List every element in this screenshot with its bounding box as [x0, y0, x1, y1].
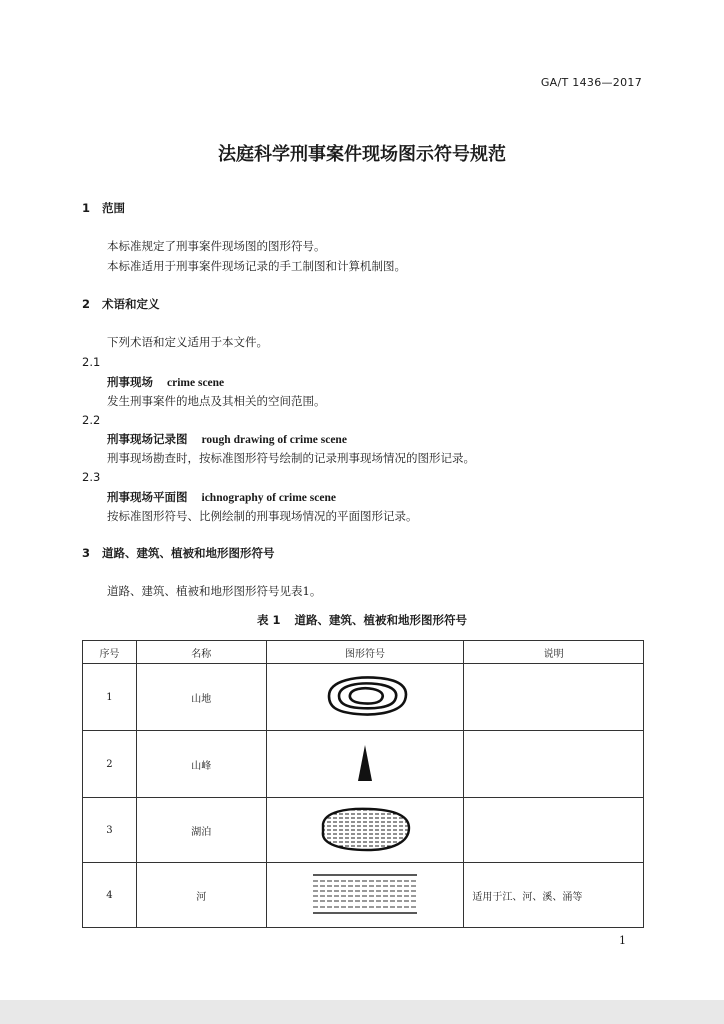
peak-triangle-icon	[355, 743, 375, 783]
section-number: 2	[82, 297, 91, 311]
clause-number: 2.3	[82, 470, 101, 484]
paragraph: 本标准规定了刑事案件现场图的图形符号。	[107, 239, 326, 253]
standard-code: GA/T 1436—2017	[540, 76, 642, 89]
row-name: 山峰	[136, 731, 266, 798]
section-2-heading	[82, 296, 160, 312]
column-header: 名称	[136, 641, 266, 664]
clause-number: 2.2	[82, 413, 101, 427]
table-row	[83, 731, 644, 798]
symbol-table	[82, 640, 644, 928]
table-row	[83, 863, 644, 928]
section-title: 术语和定义	[102, 297, 160, 311]
term-en: rough drawing of crime scene	[201, 434, 347, 446]
term-zh: 刑事现场记录图	[107, 432, 188, 446]
table-label: 表 1	[256, 613, 281, 627]
column-header: 说明	[464, 641, 644, 664]
page-number: 1	[619, 934, 626, 947]
section-number: 1	[82, 201, 91, 215]
viewer-bottom-strip	[0, 1000, 724, 1024]
table-row	[83, 798, 644, 863]
lake-icon	[315, 804, 415, 854]
row-number: 3	[83, 798, 137, 863]
row-number: 4	[83, 863, 137, 928]
table-row	[83, 664, 644, 731]
row-note	[464, 798, 644, 863]
row-name: 河	[136, 863, 266, 928]
clause-number: 2.1	[82, 355, 101, 369]
section-number: 3	[82, 546, 91, 560]
term-entry	[107, 489, 336, 505]
paragraph: 道路、建筑、植被和地形图形符号见表1。	[107, 584, 322, 598]
row-symbol-cell	[266, 731, 464, 798]
term-entry	[107, 374, 224, 390]
row-note	[464, 664, 644, 731]
row-name: 湖泊	[136, 798, 266, 863]
term-definition: 发生刑事案件的地点及其相关的空间范围。	[107, 394, 326, 408]
term-entry	[107, 431, 347, 447]
section-title: 范围	[102, 201, 125, 215]
row-note	[464, 731, 644, 798]
section-title: 道路、建筑、植被和地形图形符号	[102, 546, 275, 560]
document-title: 法庭科学刑事案件现场图示符号规范	[218, 144, 506, 165]
table-caption	[0, 612, 724, 628]
term-en: ichnography of crime scene	[201, 492, 336, 504]
section-1-heading	[82, 200, 125, 216]
row-symbol-cell	[266, 863, 464, 928]
row-symbol-cell	[266, 798, 464, 863]
column-header: 序号	[83, 641, 137, 664]
term-definition: 按标准图形符号、比例绘制的刑事现场情况的平面图形记录。	[107, 509, 418, 523]
mountain-contour-icon	[317, 672, 413, 720]
column-header: 图形符号	[266, 641, 464, 664]
term-zh: 刑事现场	[107, 375, 153, 389]
term-en: crime scene	[167, 377, 225, 389]
row-name: 山地	[136, 664, 266, 731]
river-icon	[312, 873, 418, 915]
table-title: 道路、建筑、植被和地形图形符号	[294, 613, 467, 627]
term-definition: 刑事现场勘查时，按标准图形符号绘制的记录刑事现场情况的图形记录。	[107, 451, 475, 465]
section-3-heading	[82, 545, 275, 561]
table-header-row	[83, 641, 644, 664]
row-number: 2	[83, 731, 137, 798]
row-number: 1	[83, 664, 137, 731]
term-zh: 刑事现场平面图	[107, 490, 188, 504]
row-note: 适用于江、河、溪、涌等	[464, 863, 644, 928]
paragraph: 下列术语和定义适用于本文件。	[107, 335, 268, 349]
row-symbol-cell	[266, 664, 464, 731]
paragraph: 本标准适用于刑事案件现场记录的手工制图和计算机制图。	[107, 259, 406, 273]
